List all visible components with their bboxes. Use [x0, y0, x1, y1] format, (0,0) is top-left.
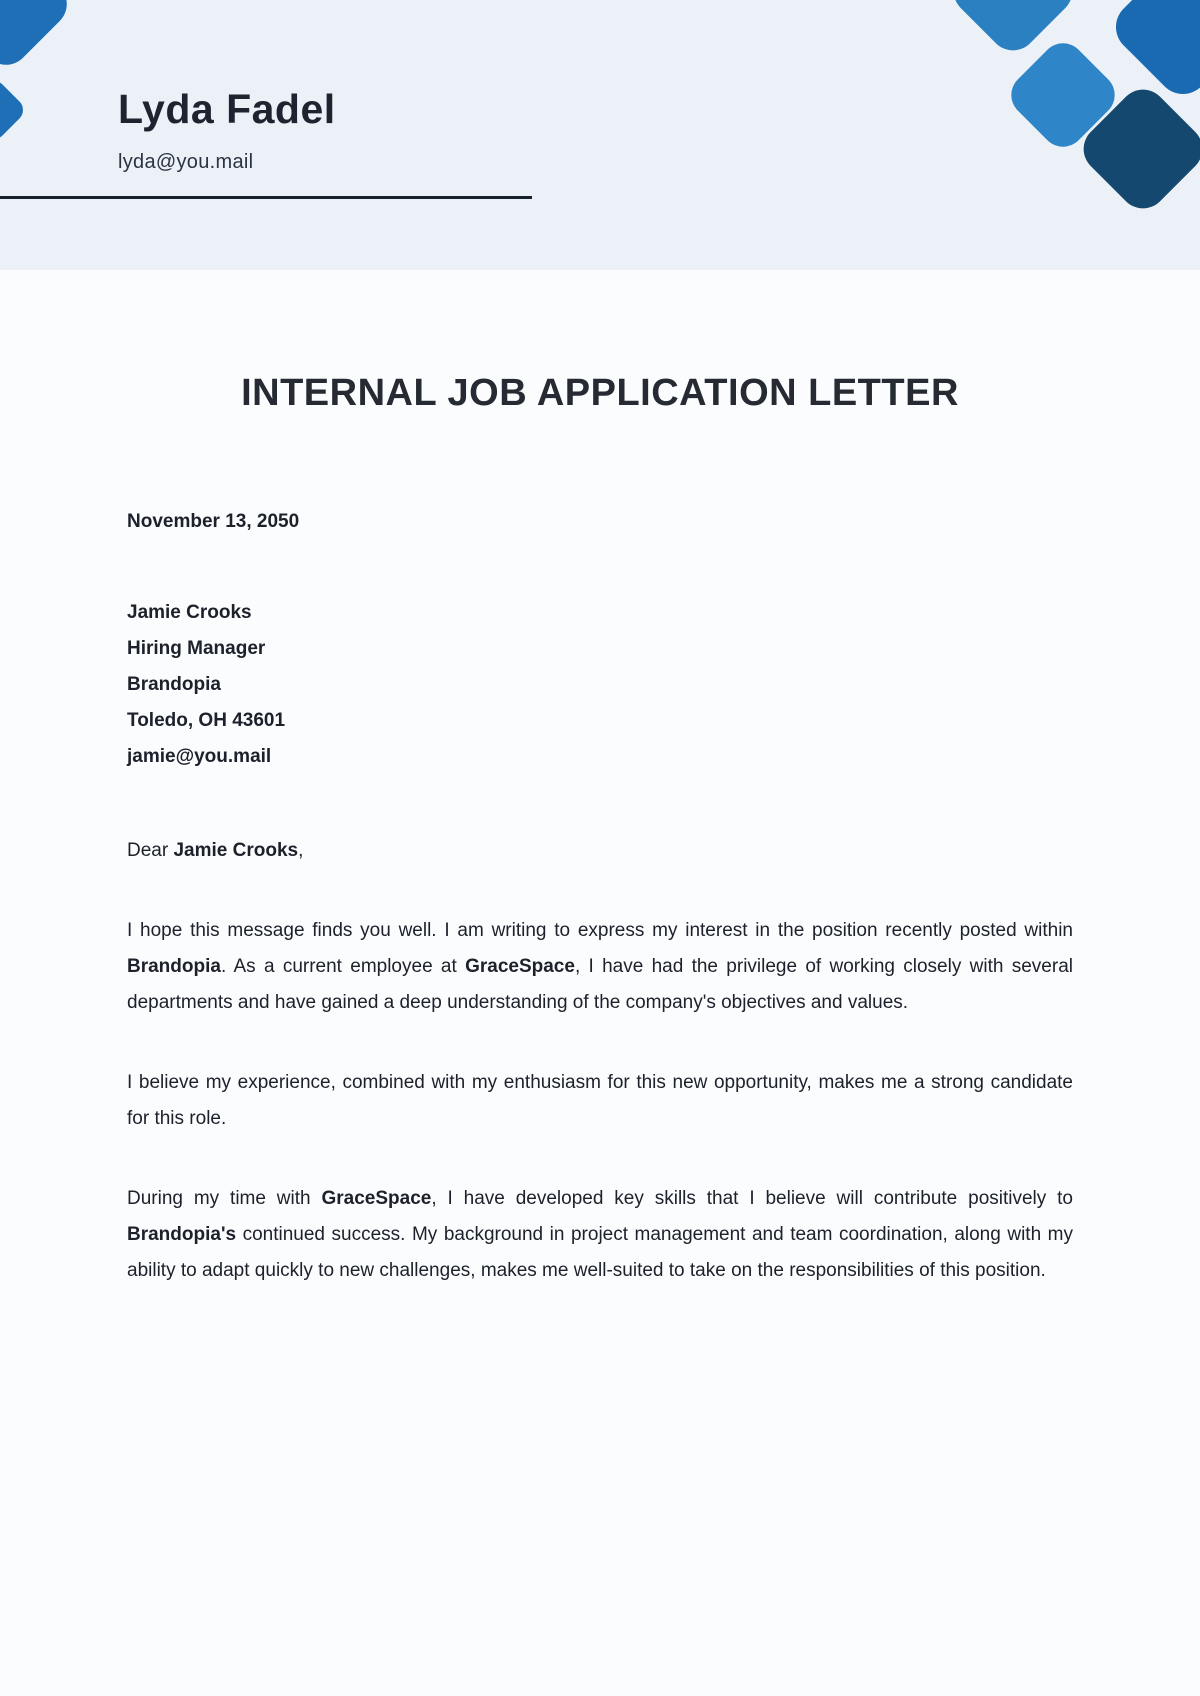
recipient-name: Jamie Crooks — [127, 602, 252, 623]
recipient-block — [127, 595, 1073, 775]
paragraph-3: During my time with GraceSpace, I have developed key skills that I believe will contribute positively to Brandopia's continued success. My background in project management and team coordination, along with my ability to adapt quickly to new challenges, makes me well-suited to take on the responsibilities of this position. — [127, 1188, 1073, 1281]
decorative-diamond-top-right-2 — [1105, 0, 1200, 105]
recipient-title: Hiring Manager — [127, 638, 266, 659]
recipient-email: jamie@you.mail — [127, 746, 272, 767]
letter-date: November 13, 2050 — [127, 511, 300, 532]
letter-title: INTERNAL JOB APPLICATION LETTER — [241, 372, 959, 414]
header-divider — [0, 196, 532, 199]
paragraph-2: I believe my experience, combined with my enthusiasm for this new opportunity, makes me a strong candidate for this role. — [127, 1072, 1073, 1129]
paragraph-1: I hope this message finds you well. I am writing to express my interest in the position recently posted within Brandopia. As a current employee at GraceSpace, I have had the privilege of working closely with several departments and have gained a deep understanding of the company's objectives and values. — [127, 920, 1073, 1013]
salutation: Dear Jamie Crooks, — [127, 840, 304, 861]
recipient-address: Toledo, OH 43601 — [127, 710, 286, 731]
decorative-diamond-top-left — [0, 0, 77, 75]
sender-name: Lyda Fadel — [118, 86, 336, 132]
letter-body — [0, 372, 1200, 1289]
sender-email: lyda@you.mail — [118, 151, 254, 174]
recipient-company: Brandopia — [127, 674, 221, 695]
decorative-diamond-left-small — [0, 76, 28, 144]
sender-identity — [118, 86, 336, 174]
header-band — [0, 0, 1200, 270]
